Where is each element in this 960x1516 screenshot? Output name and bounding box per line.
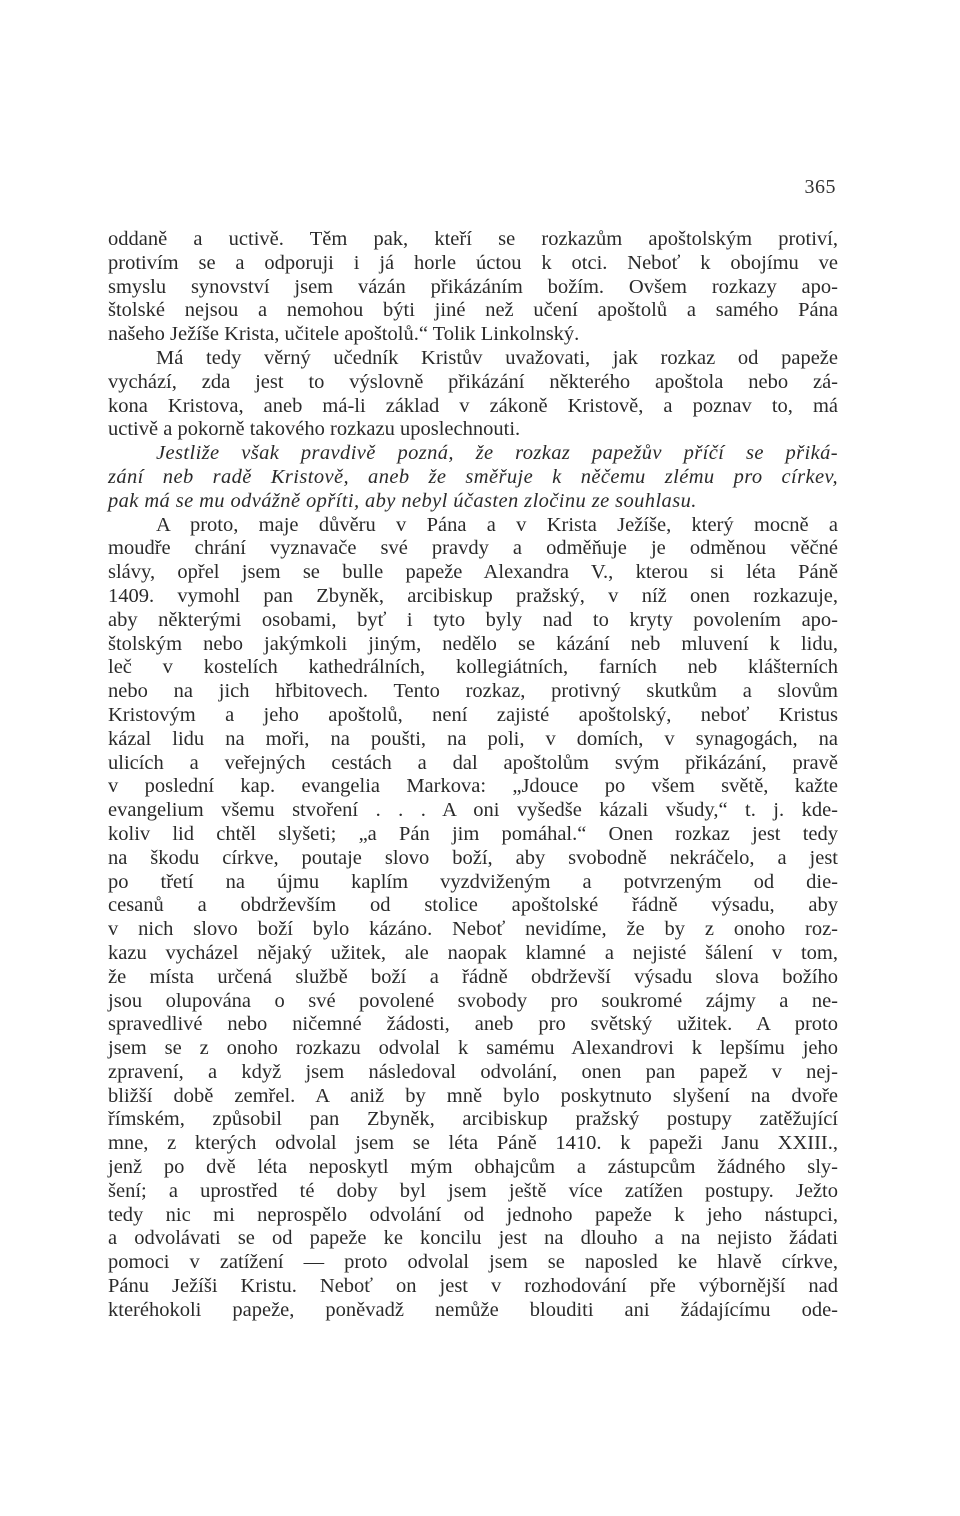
text-line: uctivě a pokorně takového rozkazu uposlechnouti.: [108, 418, 521, 441]
text-line: 1409. vymohl pan Zbyněk, arcibiskup pražský, v níž onen rozkazuje,: [108, 584, 838, 607]
text-line: mne, z kterých odvolal jsem se léta Páně 1410. k papeži Janu XXIII.,: [108, 1132, 838, 1155]
text-line: vychází, zda jest to výslovně přikázání některého apoštola nebo zá-: [108, 370, 838, 393]
text-line: v nich slovo boží bylo kázáno. Neboť nevidíme, že by z onoho roz-: [108, 918, 838, 941]
text-line: leč v kostelích kathedrálních, kollegiátních, farních neb klášterních: [108, 656, 838, 679]
text-line: Jestliže však pravdivě pozná, že rozkaz papežův příčí se přiká-: [156, 442, 838, 465]
text-line: A proto, maje důvěru v Pána a v Krista Ježíše, který mocně a: [156, 513, 838, 536]
text-line: a odvolávati se od papeže ke koncilu jest na dlouho a na nejisto žádati: [108, 1227, 838, 1250]
text-line: nebo na jich hřbitovech. Tento rozkaz, protivný skutkům a slovům: [108, 680, 838, 703]
text-line: ulicích a veřejných cestách a dal apoštolům svým přikázání, pravě: [108, 751, 838, 774]
text-line: šení; a uprostřed té doby byl jsem ještě více zatížen postupy. Ježto: [108, 1179, 838, 1202]
text-line: zpravení, a když jsem následoval odvolání, onen pan papež v nej-: [108, 1060, 838, 1083]
text-line: evangelium všemu stvoření . . . A oni vyšedše kázali všudy,“ t. j. kde-: [108, 799, 838, 822]
text-line: jsem se z onoho rozkazu odvolal k samému Alexandrovi k lepšímu jeho: [108, 1037, 838, 1060]
text-line: štolským nebo jakýmkoli jiným, nedělo se kázání neb mluvení k lidu,: [108, 632, 838, 655]
text-line: kona Kristova, aneb má-li základ v zákoně Kristově, a poznav to, má: [108, 394, 838, 417]
text-line: římském, způsobil pan Zbyněk, arcibiskup pražský postupy zatěžující: [108, 1108, 838, 1131]
text-line: jsou olupována o své povolené svobody pro soukromé zájmy a ne-: [108, 989, 838, 1012]
text-line: oddaně a uctivě. Těm pak, kteří se rozkazům apoštolským protiví,: [108, 228, 838, 250]
text-line: aby některými osobami, byť i tyto byly nad to kryty povolením apo-: [108, 608, 838, 631]
text-line: kteréhokoli papeže, poněvadž nemůže blouditi ani žádajícímu ode-: [108, 1298, 838, 1321]
text-line: spravedlivé nebo ničemné žádosti, aneb pro světský užitek. A proto: [108, 1013, 838, 1036]
text-line: bližší době zemřel. A aniž by mně bylo poskytnuto slyšení na dvoře: [108, 1084, 838, 1107]
text-line: kázal lidu na moři, na poušti, na poli, v domích, v synagogách, na: [108, 727, 838, 750]
text-line: protivím se a odporuji i já horle úctou k otci. Neboť k obojímu ve: [108, 251, 838, 274]
text-line: moudře chrání vyznavače své pravdy a odměňuje je odměnou věčné: [108, 537, 838, 560]
text-line: tedy nic mi neprospělo odvolání od jednoho papeže k jeho nástupci,: [108, 1203, 838, 1226]
text-line: cesanů a obdrževším od stolice apoštolské řádně výsadu, aby: [108, 894, 838, 917]
text-line: kazu vycházel nějaký užitek, ale naopak klamné a nejisté šálení v tom,: [108, 941, 838, 964]
text-line: smyslu synovství jsem vázán přikázáním božím. Ovšem rozkazy apo-: [108, 275, 838, 298]
body-text: [108, 228, 838, 1323]
text-line: že místa určená službě boží a řádně obdrževší výsadu slova božího: [108, 965, 838, 988]
text-line: Kristovým a jeho apoštolů, není zajisté apoštolský, neboť Kristus: [108, 703, 838, 726]
text-line: slávy, opřel jsem se bulle papeže Alexandra V., kterou si léta Páně: [108, 561, 838, 584]
text-line: Má tedy věrný učedník Kristův uvažovati, jak rozkaz od papeže: [156, 346, 838, 369]
text-line: pak má se mu odvážně opříti, aby nebyl účasten zločinu ze souhlasu.: [108, 489, 697, 512]
text-line: koliv lid chtěl slyšeti; „a Pán jim pomáhal.“ Onen rozkaz jest tedy: [108, 822, 838, 845]
text-line: na škodu církve, poutaje slovo boží, aby svobodně nekráčelo, a jest: [108, 846, 838, 869]
page-number: 365: [804, 176, 836, 198]
text-line: zání neb radě Kristově, aneb že směřuje k něčemu zlému pro církev,: [108, 465, 838, 488]
text-line: pomoci v zatížení — proto odvolal jsem se naposled ke hlavě církve,: [108, 1251, 838, 1274]
text-line: v poslední kap. evangelia Markova: „Jdouce po všem světě, kažte: [108, 775, 838, 798]
text-line: po třetí na újmu kaplím vyzdviženým a potvrzeným od die-: [108, 870, 838, 893]
text-line: našeho Ježíše Krista, učitele apoštolů.“ Tolik Linkolnský.: [108, 323, 580, 346]
text-line: Pánu Ježíši Kristu. Neboť on jest v rozhodování pře výbornější nad: [108, 1275, 838, 1298]
text-line: štolské nejsou a nemohou býti jiné než učení apoštolů a samého Pána: [108, 299, 838, 322]
text-line: jenž po dvě léta neposkytl mým obhajcům a zástupcům žádného sly-: [108, 1156, 838, 1179]
